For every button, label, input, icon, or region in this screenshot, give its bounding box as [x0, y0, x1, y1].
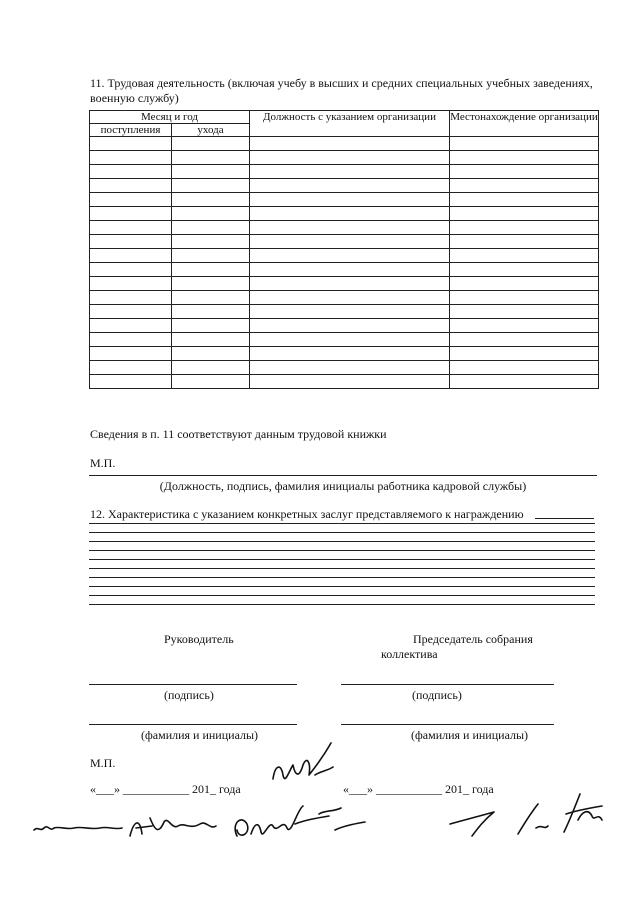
table-cell	[450, 375, 599, 389]
table-cell	[90, 179, 172, 193]
table-cell	[172, 235, 250, 249]
confirmation-text: Сведения в п. 11 соответствуют данным трудовой книжки	[90, 427, 387, 441]
table-cell	[450, 221, 599, 235]
table-cell	[172, 291, 250, 305]
characteristic-line	[89, 550, 595, 551]
table-row	[90, 137, 599, 151]
table-row	[90, 319, 599, 333]
table-cell	[450, 333, 599, 347]
handwritten-signature-2	[30, 808, 230, 848]
table-cell	[250, 277, 450, 291]
left-signature-line	[89, 684, 297, 685]
right-role-line1: Председатель собрания	[413, 632, 533, 646]
table-cell	[250, 235, 450, 249]
table-cell	[250, 165, 450, 179]
table-cell	[90, 151, 172, 165]
table-cell	[450, 291, 599, 305]
table-cell	[90, 333, 172, 347]
table-cell	[172, 305, 250, 319]
section-12-title-line	[535, 518, 594, 519]
table-row	[90, 151, 599, 165]
table-cell	[450, 305, 599, 319]
table-row	[90, 165, 599, 179]
table-cell	[172, 277, 250, 291]
table-row	[90, 305, 599, 319]
table-cell	[250, 151, 450, 165]
table-cell	[250, 207, 450, 221]
table-cell	[450, 319, 599, 333]
characteristic-line	[89, 586, 595, 587]
table-row	[90, 207, 599, 221]
table-cell	[250, 319, 450, 333]
table-cell	[450, 249, 599, 263]
header-entry: поступления	[90, 124, 172, 137]
work-history-table	[89, 110, 599, 389]
table-cell	[250, 291, 450, 305]
handwritten-signature-1	[265, 735, 345, 795]
table-cell	[90, 249, 172, 263]
table-cell	[450, 277, 599, 291]
table-row	[90, 291, 599, 305]
table-cell	[90, 221, 172, 235]
table-cell	[172, 221, 250, 235]
right-signature-caption: (подпись)	[412, 688, 462, 702]
table-cell	[172, 137, 250, 151]
table-cell	[450, 179, 599, 193]
table-cell	[90, 207, 172, 221]
characteristic-line	[89, 568, 595, 569]
stamp-label-2: М.П.	[90, 756, 116, 770]
table-cell	[250, 221, 450, 235]
characteristic-line	[89, 595, 595, 596]
characteristic-line	[89, 604, 595, 605]
table-row	[90, 235, 599, 249]
table-row	[90, 249, 599, 263]
table-row	[90, 263, 599, 277]
left-role-label: Руководитель	[164, 632, 234, 646]
characteristic-line	[89, 532, 595, 533]
table-cell	[90, 137, 172, 151]
table-cell	[450, 347, 599, 361]
table-cell	[250, 137, 450, 151]
table-cell	[250, 375, 450, 389]
table-cell	[250, 179, 450, 193]
left-signature-caption: (подпись)	[164, 688, 214, 702]
table-cell	[172, 207, 250, 221]
characteristic-line	[89, 523, 595, 524]
table-cell	[450, 361, 599, 375]
table-row	[90, 221, 599, 235]
left-name-caption: (фамилия и инициалы)	[141, 728, 259, 742]
table-cell	[172, 193, 250, 207]
section-11-intro: 11. Трудовая деятельность (включая учебу в высших и средних специальных учебных заведениях, военную службу)	[90, 76, 593, 105]
table-row	[90, 361, 599, 375]
table-cell	[450, 235, 599, 249]
hr-signature-caption: (Должность, подпись, фамилия инициалы работника кадровой службы)	[159, 479, 527, 493]
header-month-year: Месяц и год	[90, 111, 250, 124]
table-cell	[172, 361, 250, 375]
table-cell	[250, 347, 450, 361]
table-cell	[90, 361, 172, 375]
table-cell	[250, 333, 450, 347]
table-cell	[90, 277, 172, 291]
characteristic-line	[89, 559, 595, 560]
date-right: «___» ___________ 201_ года	[343, 782, 494, 796]
section-12-title: 12. Характеристика с указанием конкретных заслуг представляемого к награждению	[90, 507, 524, 521]
table-cell	[250, 249, 450, 263]
hr-signature-line	[89, 475, 597, 476]
table-cell	[450, 207, 599, 221]
table-cell	[172, 319, 250, 333]
date-left: «___» ___________ 201_ года	[90, 782, 241, 796]
table-row	[90, 333, 599, 347]
right-role-line2: коллектива	[381, 647, 438, 661]
table-cell	[450, 137, 599, 151]
header-leave: ухода	[172, 124, 250, 137]
table-cell	[172, 263, 250, 277]
table-cell	[90, 235, 172, 249]
table-cell	[90, 165, 172, 179]
table-cell	[450, 151, 599, 165]
table-cell	[450, 165, 599, 179]
characteristic-line	[89, 541, 595, 542]
handwritten-signature-3	[225, 800, 385, 850]
table-cell	[172, 179, 250, 193]
table-cell	[450, 263, 599, 277]
table-cell	[90, 263, 172, 277]
table-row	[90, 375, 599, 389]
right-signature-line	[341, 684, 554, 685]
table-row	[90, 179, 599, 193]
table-cell	[90, 347, 172, 361]
handwritten-signature-4	[440, 790, 610, 850]
left-name-line	[89, 724, 297, 725]
right-name-line	[341, 724, 554, 725]
characteristic-line	[89, 577, 595, 578]
table-cell	[172, 347, 250, 361]
table-cell	[172, 165, 250, 179]
table-cell	[250, 193, 450, 207]
table-cell	[90, 291, 172, 305]
table-cell	[172, 333, 250, 347]
table-cell	[250, 263, 450, 277]
table-cell	[90, 193, 172, 207]
table-cell	[90, 375, 172, 389]
table-row	[90, 277, 599, 291]
table-row	[90, 347, 599, 361]
table-cell	[172, 249, 250, 263]
header-position: Должность с указанием организации	[250, 111, 450, 137]
table-cell	[172, 151, 250, 165]
table-cell	[90, 319, 172, 333]
right-name-caption: (фамилия и инициалы)	[411, 728, 529, 742]
table-cell	[172, 375, 250, 389]
table-cell	[90, 305, 172, 319]
table-cell	[250, 305, 450, 319]
header-location: Местонахождение организации	[450, 111, 599, 137]
table-cell	[450, 193, 599, 207]
stamp-label: М.П.	[90, 456, 116, 470]
table-row	[90, 193, 599, 207]
table-cell	[250, 361, 450, 375]
